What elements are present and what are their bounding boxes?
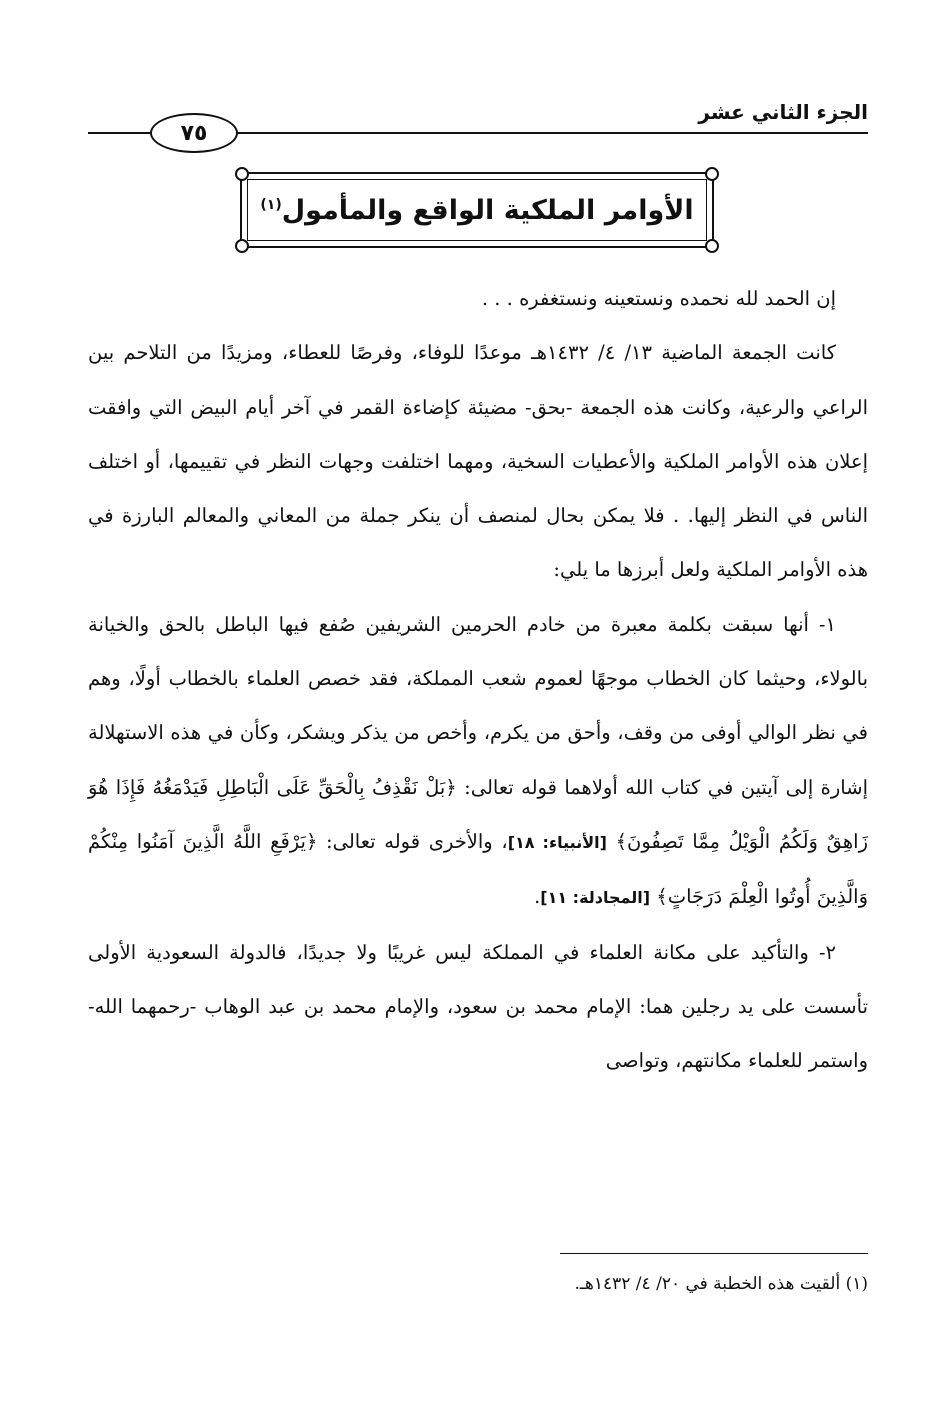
title-frame-inner (247, 179, 707, 241)
footnote-rule (560, 1253, 868, 1254)
article-title (260, 195, 693, 226)
article-title-text: الأوامر الملكية الواقع والمأمول (281, 194, 694, 226)
footnote-marker: (١) (260, 196, 282, 213)
quran-verse-2: ﴿يَرْفَعِ اللَّهُ الَّذِينَ آمَنُوا مِنْكُمْ وَالَّذِينَ أُوتُوا الْعِلْمَ دَرَجَاتٍ﴾ (88, 829, 868, 909)
quran-verse-1: ﴿بَلْ نَقْذِفُ بِالْحَقِّ عَلَى الْبَاطِلِ فَيَدْمَغُهُ فَإِذَا هُوَ زَاهِقٌ وَلَكُمُ الْوَيْلُ مِمَّا تَصِفُونَ﴾ (88, 775, 869, 853)
footnote: (١) ألقيت هذه الخطبة في ٢٠/ ٤/ ١٤٣٢هـ. (574, 1274, 868, 1294)
paragraph-1: كانت الجمعة الماضية ١٣/ ٤/ ١٤٣٢هـ موعدًا للوفاء، وفرصًا للعطاء، ومزيدًا من التلاحم بين الراعي والرعية، وكانت هذه الجمعة -بحق- مضيئة كإضاءة القمر في آخر أيام البيض التي وافقت إعلان هذه الأوامر الملكية والأعطيات السخية، ومهما اختلفت وجهات النظر في تقييمها، أو اختلف الناس في النظر إليها. . فلا يمكن بحال لمنصف أن ينكر جملة من المعاني والمعالم البارزة في هذه الأوامر الملكية ولعل أبرزها ما يلي: (88, 341, 868, 582)
running-title: الجزء الثاني عشر (698, 100, 868, 124)
page-number: ٧٥ (150, 113, 238, 153)
list-item-1-continuation: ، والأخرى قوله تعالى: (317, 829, 508, 853)
list-item-1-text: ١- أنها سبقت بكلمة معبرة من خادم الحرمين الشريفين صُفع فيها الباطل بالحق والخيانة بالولاء، وحيثما كان الخطاب موجهًا لعموم شعب المملكة، فقد خصص العلماء بالخطاب أولًا، وهم في نظر الوالي أوفى من وقف، وأحق من يكرم، وأخص من يذكر ويشكر، وكأن في هذه الاستهلالة إشارة إلى آيتين في كتاب الله أولاهما قوله تعالى: (88, 612, 868, 799)
title-frame (240, 172, 714, 248)
list-item-1-end: . (534, 885, 541, 909)
frame-corner-ornament (705, 239, 719, 253)
opening-line: إن الحمد لله نحمده ونستعينه ونستغفره . . . (481, 287, 836, 310)
list-item-1 (88, 598, 868, 926)
frame-corner-ornament (235, 239, 249, 253)
verse-reference-2: [المجادلة: ١١] (540, 888, 651, 908)
verse-reference-1: [الأنبياء: ١٨] (507, 832, 607, 852)
frame-corner-ornament (705, 167, 719, 181)
list-item-2: ٢- والتأكيد على مكانة العلماء في المملكة ليس غريبًا ولا جديدًا، فالدولة السعودية الأولى تأسست على يد رجلين هما: الإمام محمد بن سعود، والإمام محمد بن عبد الوهاب -رحمهما الله- واستمر للعلماء مكانتهم، وتواصى (88, 940, 868, 1073)
article-body (88, 272, 868, 1088)
